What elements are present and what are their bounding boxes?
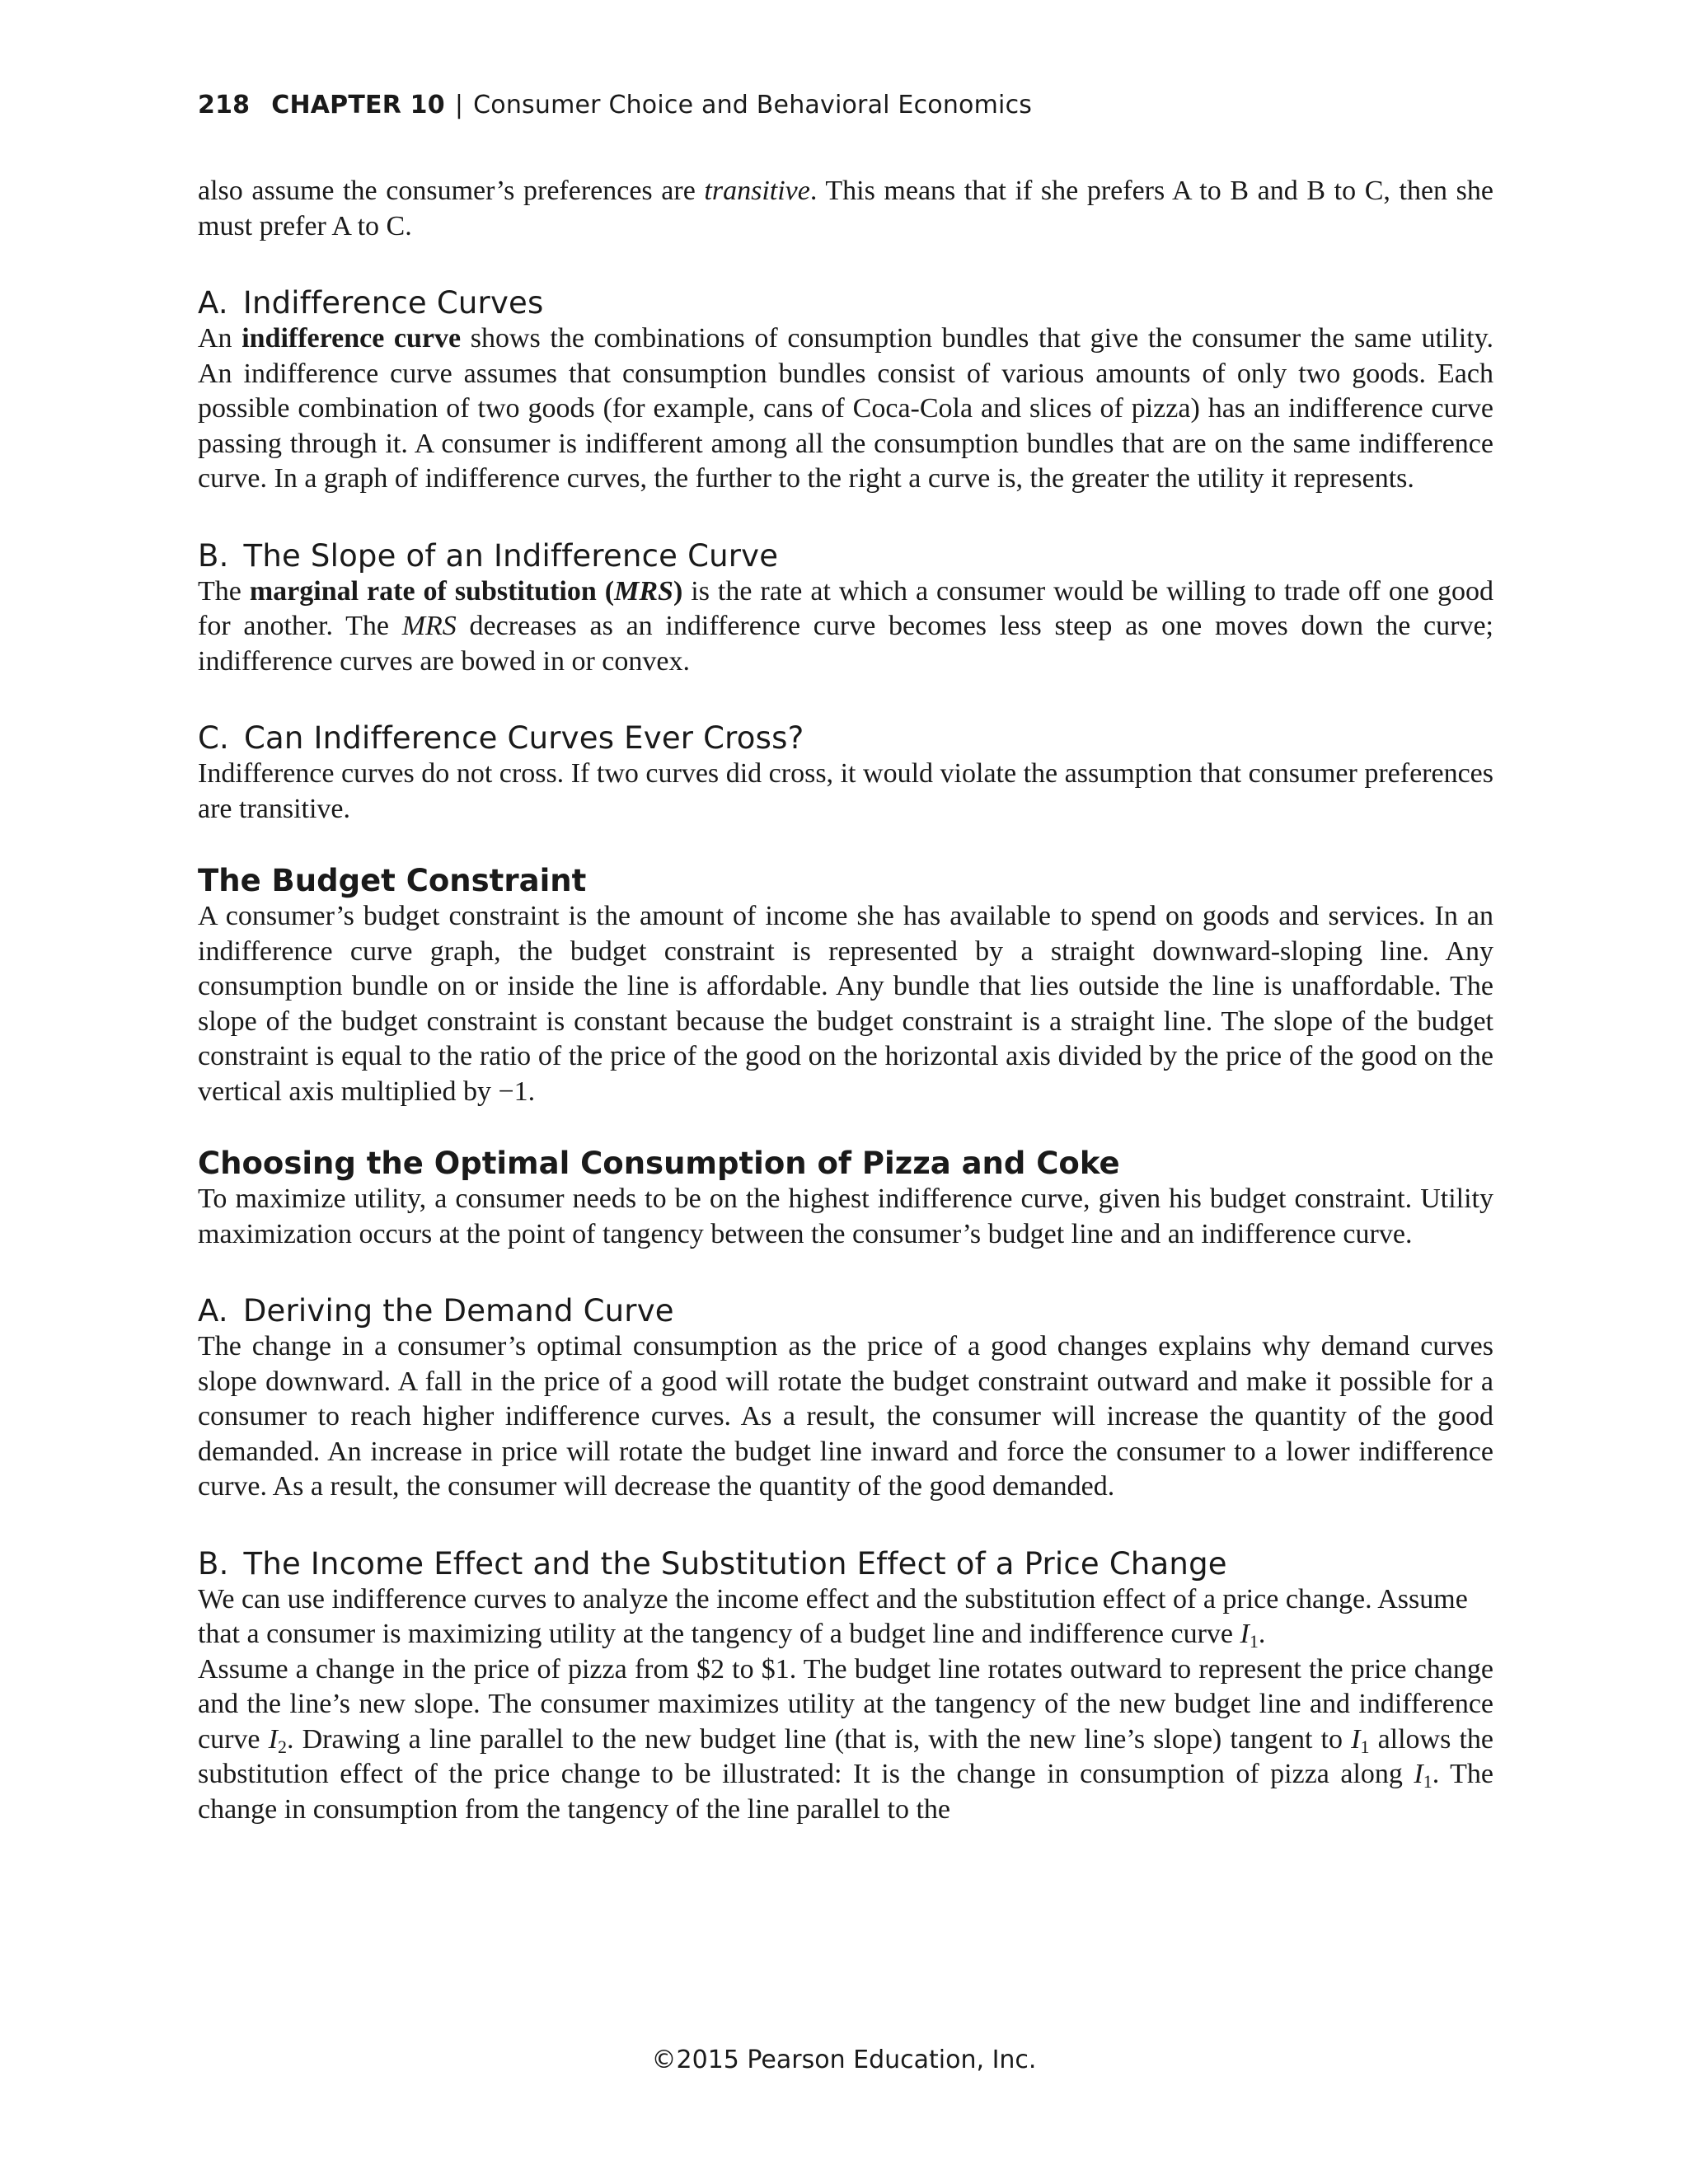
slope-paragraph: The marginal rate of substitution (MRS) is the rate at which a consumer would be willing to trade off one good for another. The MRS decreases as an indifference curve becomes less steep as one moves down the curve; indifference curves are bowed in or convex. <box>198 575 1494 677</box>
heading-indifference-curves: A. Indifference Curves <box>198 285 544 321</box>
indifference-curves-paragraph: An indifference curve shows the combinations of consumption bundles that give the consumer the same utility. An indifference curve assumes that consumption bundles consist of various amounts of only two goods. Each possible combination of two goods (for example, cans of Coca-Cola and slices of pizza) has an indifference curve passing through it. A consumer is indifferent among all the consumption bundles that are on the same indifference curve. In a graph of indifference curves, the further to the right a curve is, the greater the utility it represents. <box>198 323 1493 494</box>
heading-slope: B. The Slope of an Indifference Curve <box>198 537 779 574</box>
chapter-title: Consumer Choice and Behavioral Economics <box>473 91 1033 120</box>
demand-curve-paragraph: The change in a consumer’s optimal consumption as the price of a good changes explains why demand curves slope downward. A fall in the price of a good will rotate the budget constraint outward and make it possible for a consumer to reach higher indifference curves. As a result, the consumer will increase the quantity of the good demanded. An increase in price will rotate the budget line inward and force the consumer to a lower indifference curve. As a result, the consumer will decrease the quantity of the good demanded. <box>198 1331 1493 1502</box>
optimal-consumption-paragraph: To maximize utility, a consumer needs to be on the highest indifference curve, given his budget constraint. Utility maximization occurs at the point of tangency between the consumer’s budget line and an indifference curve. <box>198 1183 1493 1249</box>
cross-paragraph: Indifference curves do not cross. If two curves did cross, it would violate the assumption that consumer preferences are transitive. <box>198 758 1493 824</box>
heading-demand-curve: A. Deriving the Demand Curve <box>198 1293 674 1329</box>
intro-paragraph: also assume the consumer’s preferences are transitive. This means that if she prefers A to B and B to C, then she must prefer A to C. <box>198 176 1493 241</box>
heading-optimal-consumption: Choosing the Optimal Consumption of Pizza and Coke <box>198 1146 1120 1181</box>
heading-income-substitution: B. The Income Effect and the Substitution Effect of a Price Change <box>198 1545 1227 1582</box>
page-content <box>198 91 1493 1827</box>
heading-budget-constraint: The Budget Constraint <box>198 863 587 898</box>
heading-cross: C. Can Indifference Curves Ever Cross? <box>198 720 804 756</box>
budget-constraint-paragraph: A consumer’s budget constraint is the amount of income she has available to spend on goods and services. In an indifference curve graph, the budget constraint is represented by a straight downward-sloping line. Any consumption bundle on or inside the line is affordable. Any bundle that lies outside the line is unaffordable. The slope of the budget constraint is constant because the budget constraint is a straight line. The slope of the budget constraint is equal to the ratio of the price of the good on the horizontal axis divided by the price of the good on the vertical axis multiplied by −1. <box>198 901 1493 1107</box>
running-header <box>198 91 1493 120</box>
chapter-label: CHAPTER 10 <box>271 91 445 120</box>
income-paragraph-1: We can use indifference curves to analyze the income effect and the substitution effect of a price change. Assume that a consumer is maximizing utility at the tangency of a budget line and indifference curve $I_1$. <box>198 1583 1468 1652</box>
copyright-footer: ©2015 Pearson Education, Inc. <box>651 2046 1037 2074</box>
page-number: 218 <box>198 91 251 120</box>
income-paragraph-2: Assume a change in the price of pizza from $2 to $1. The budget line rotates outward to represent the price change and the line’s new slope. The consumer maximizes utility at the tangency of the new budget line and indifference curve $I_2$. Drawing a line parallel to the new budget line (that is, with the new line’s slope) tangent to $I_1$ allows the substitution effect of the price change to be illustrated: It is the change in consumption of pizza along $I_1$. The change in consumption from the tangency of the line parallel to the <box>198 1653 1493 1825</box>
header-separator: | <box>454 91 464 120</box>
